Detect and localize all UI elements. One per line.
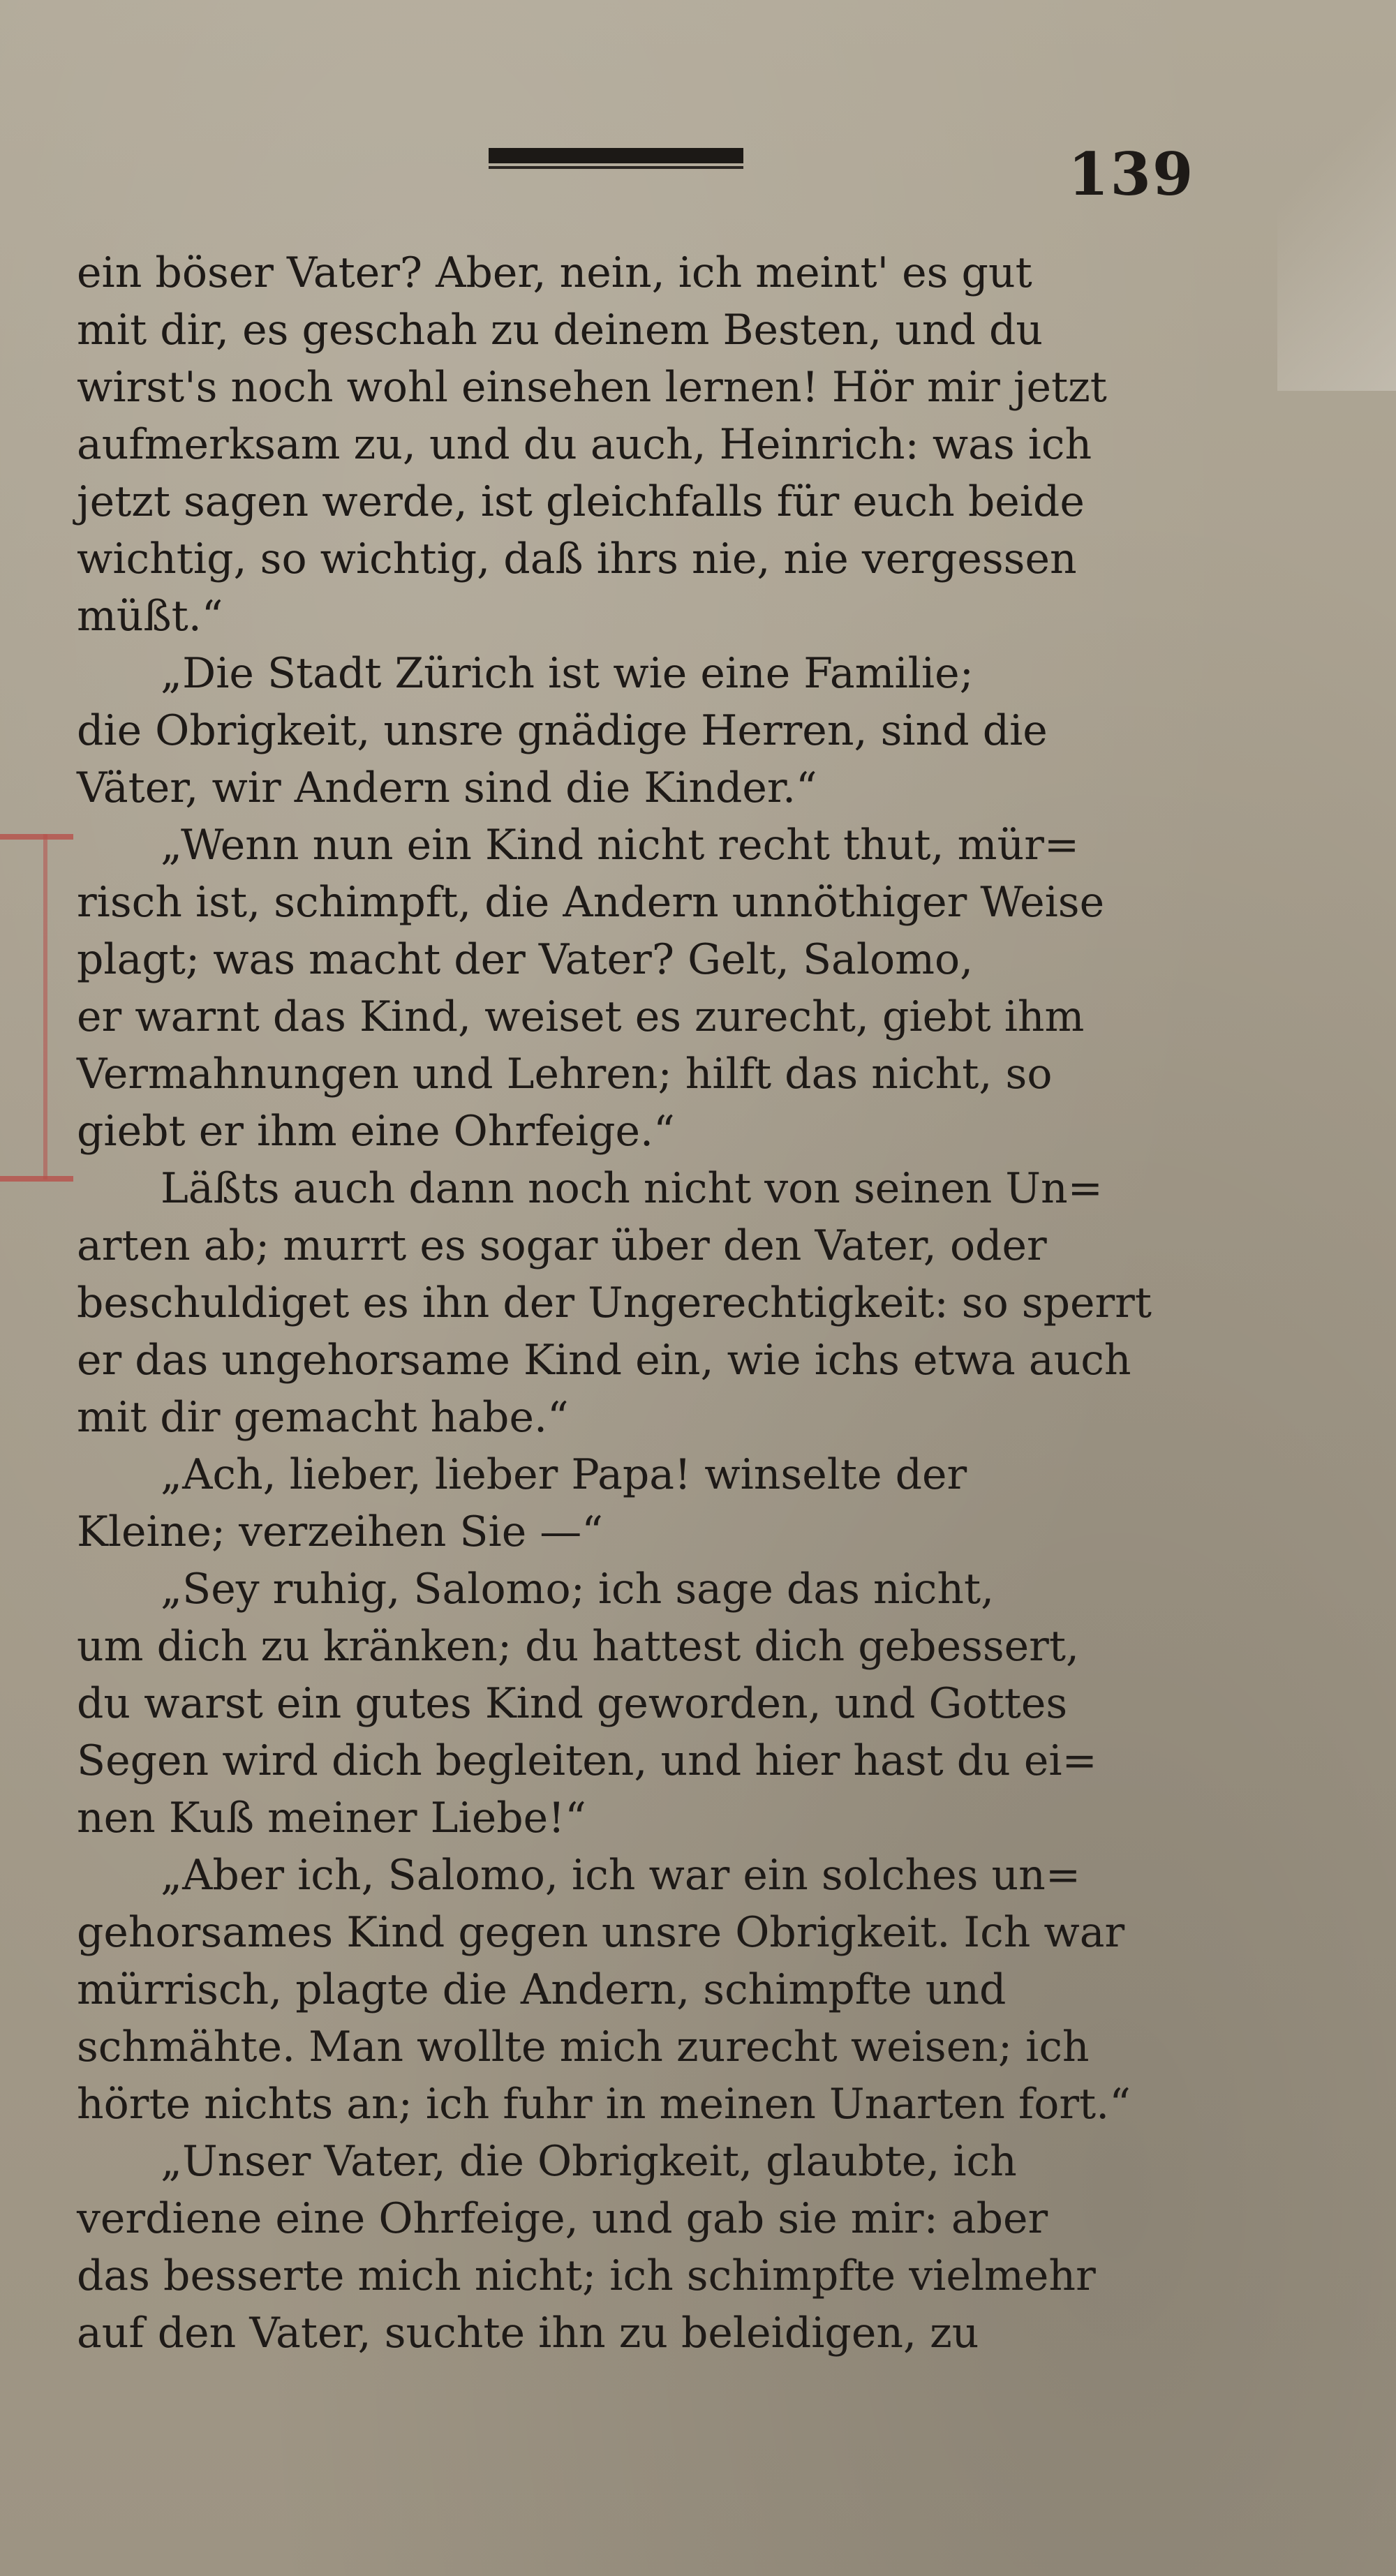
text-line: wichtig, so wichtig, daß ihrs nie, nie vergessen [77,535,1077,583]
page-corner-shade [1277,0,1396,391]
text-line: „Die Stadt Zürich ist wie eine Familie; [161,649,974,698]
margin-mark [0,834,73,840]
text-line: er warnt das Kind, weiset es zurecht, giebt ihm [77,992,1085,1041]
text-line: „Unser Vater, die Obrigkeit, glaubte, ich [161,2137,1017,2186]
text-line: gehorsames Kind gegen unsre Obrigkeit. Ich war [77,1908,1125,1957]
text-line: Segen wird dich begleiten, und hier hast du ei= [77,1736,1097,1785]
text-line: aufmerksam zu, und du auch, Heinrich: was ich [77,420,1092,469]
text-line: Vermahnungen und Lehren; hilft das nicht, so [77,1050,1053,1099]
text-line: „Sey ruhig, Salomo; ich sage das nicht, [161,1565,995,1614]
text-line: Kleine; verzeihen Sie —“ [77,1507,603,1556]
text-line: mit dir gemacht habe.“ [77,1393,569,1442]
text-line: hörte nichts an; ich fuhr in meinen Unarten fort.“ [77,2080,1131,2129]
text-line: beschuldiget es ihn der Ungerechtigkeit: so sperrt [77,1279,1152,1327]
text-line: müßt.“ [77,592,223,641]
margin-mark [0,1176,73,1182]
text-line: schmähte. Man wollte mich zurecht weisen; ich [77,2023,1090,2071]
text-line: arten ab; murrt es sogar über den Vater, oder [77,1221,1047,1270]
text-line: verdiene eine Ohrfeige, und gab sie mir: aber [77,2194,1048,2243]
text-line: plagt; was macht der Vater? Gelt, Salomo, [77,935,974,984]
text-line: ein böser Vater? Aber, nein, ich meint' es gut [77,248,1032,297]
text-line: Väter, wir Andern sind die Kinder.“ [77,764,817,812]
text-line: mit dir, es geschah zu deinem Besten, und du [77,306,1044,355]
text-line: wirst's noch wohl einsehen lernen! Hör mir jetzt [77,363,1107,412]
text-line: Läßts auch dann noch nicht von seinen Un= [161,1164,1103,1213]
margin-mark [43,834,47,1179]
body-text [77,244,1235,2362]
text-line: „Aber ich, Salomo, ich war ein solches un= [161,1851,1081,1900]
header-rule [489,148,743,169]
text-line: du warst ein gutes Kind geworden, und Gottes [77,1679,1068,1728]
page-number: 139 [1068,140,1195,209]
text-line: jetzt sagen werde, ist gleichfalls für euch beide [77,477,1085,526]
text-line: „Wenn nun ein Kind nicht recht thut, mür= [161,821,1080,870]
text-line: mürrisch, plagte die Andern, schimpfte und [77,1965,1007,2014]
text-line: um dich zu kränken; du hattest dich gebessert, [77,1622,1080,1671]
text-line: risch ist, schimpft, die Andern unnöthiger Weise [77,878,1105,927]
text-line: giebt er ihm eine Ohrfeige.“ [77,1107,675,1156]
text-line: auf den Vater, suchte ihn zu beleidigen, zu [77,2309,979,2358]
text-line: die Obrigkeit, unsre gnädige Herren, sind die [77,706,1048,755]
text-line: nen Kuß meiner Liebe!“ [77,1794,586,1842]
text-line: das besserte mich nicht; ich schimpfte vielmehr [77,2251,1096,2300]
text-line: „Ach, lieber, lieber Papa! winselte der [161,1450,967,1499]
text-line: er das ungehorsame Kind ein, wie ichs etwa auch [77,1336,1131,1385]
